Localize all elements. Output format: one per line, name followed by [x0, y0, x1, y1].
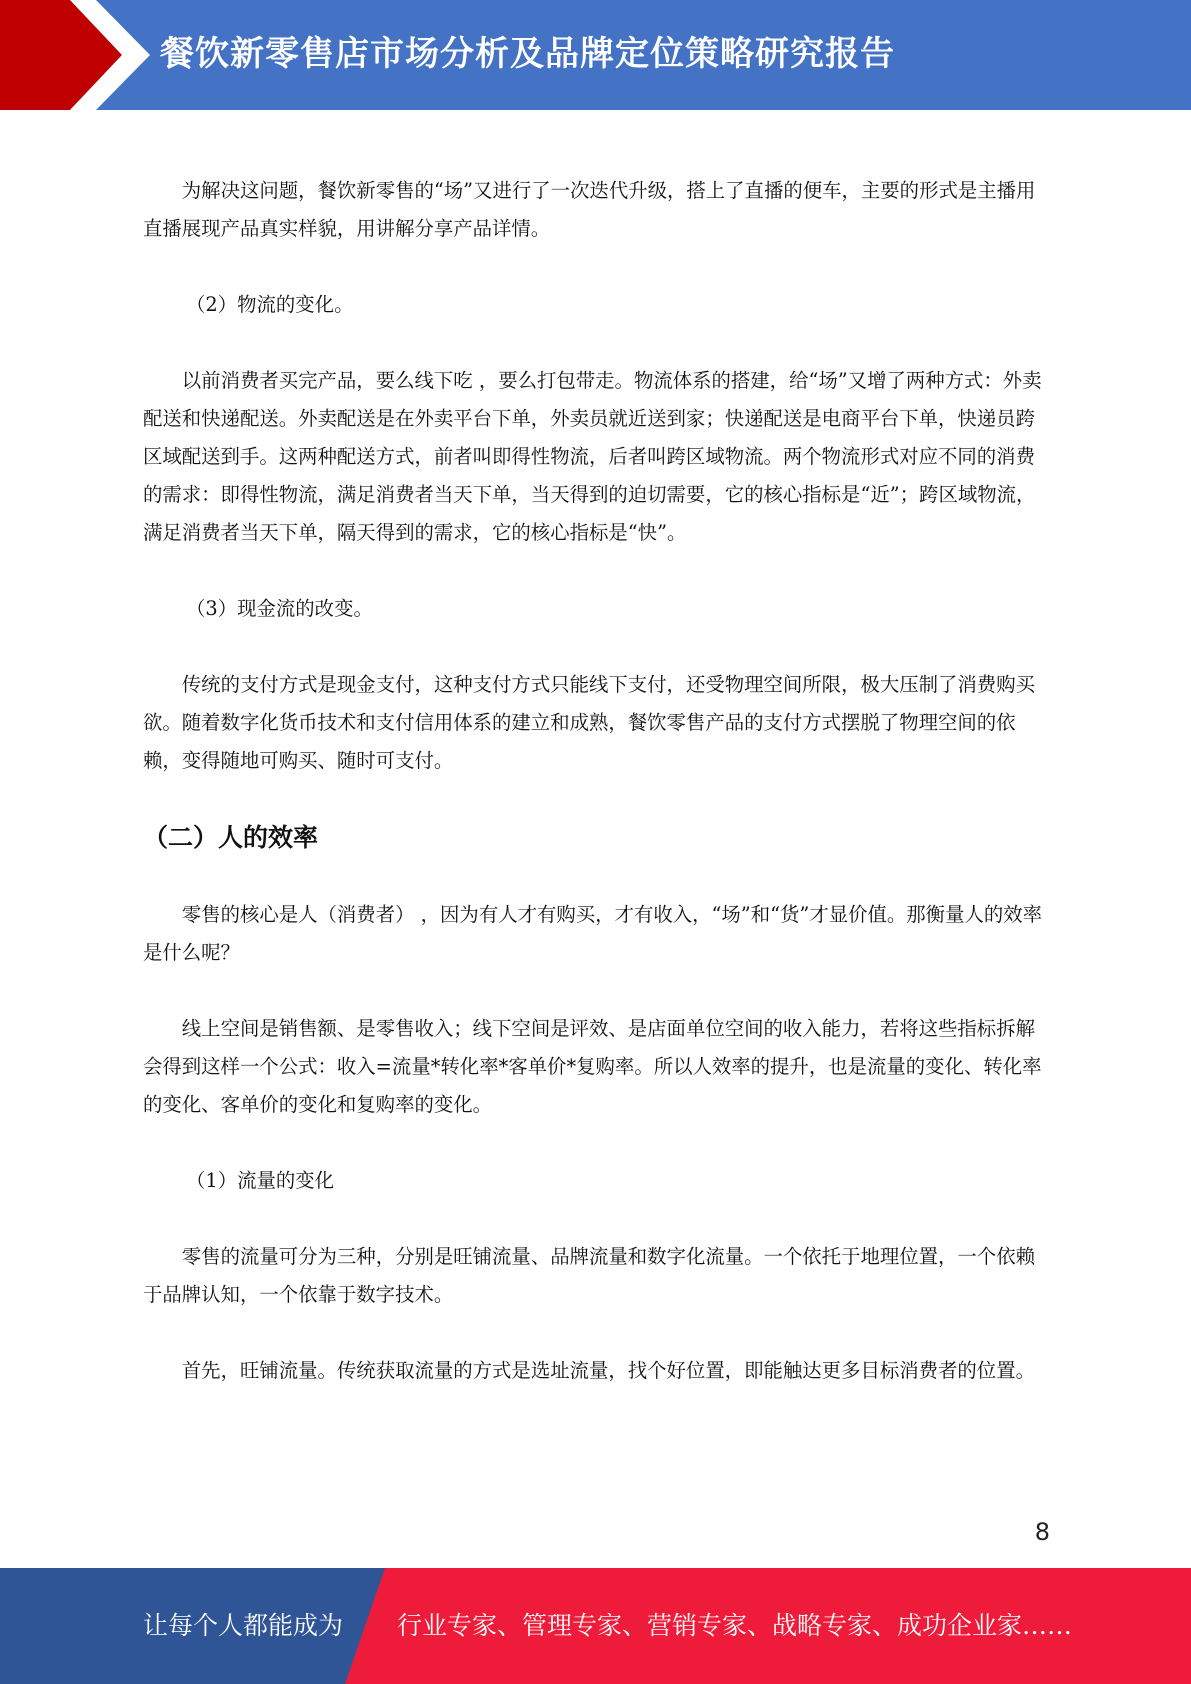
- paragraph-revenue-formula: 线上空间是销售额、是零售收入；线下空间是评效、是店面单位空间的收入能力，若将这些指标拆解会得到这样一个公式：收入=流量*转化率*客单价*复购率。所以人效率的提升，也是流量的变化、转化率的变化、客单价的变化和复购率的变化。: [143, 1017, 1042, 1116]
- subheading-cashflow: （3）现金流的改变。: [186, 597, 373, 620]
- page-content: [143, 172, 1047, 1428]
- document-title: 餐饮新零售店市场分析及品牌定位策略研究报告: [160, 34, 895, 74]
- subheading-logistics: （2）物流的变化。: [186, 293, 354, 316]
- section-heading-people-efficiency: （二）人的效率: [143, 823, 319, 852]
- page-footer: [0, 1568, 1191, 1684]
- paragraph-livestream: 为解决这问题，餐饮新零售的“场”又进行了一次迭代升级，搭上了直播的便车，主要的形式是主播用直播展现产品真实样貌，用讲解分享产品详情。: [143, 179, 1036, 240]
- footer-slogan-right: 行业专家、管理专家、营销专家、战略专家、成功企业家……: [397, 1611, 1073, 1640]
- footer-slogan-left: 让每个人都能成为: [143, 1611, 344, 1640]
- subheading-traffic: （1）流量的变化: [186, 1169, 335, 1192]
- paragraph-traffic-types: 零售的流量可分为三种，分别是旺铺流量、品牌流量和数字化流量。一个依托于地理位置，一个依赖于品牌认知，一个依靠于数字技术。: [143, 1245, 1035, 1306]
- paragraph-prime-location: 首先，旺铺流量。传统获取流量的方式是选址流量，找个好位置，即能触达更多目标消费者的位置。: [181, 1359, 1035, 1382]
- page-header: [0, 0, 1191, 110]
- paragraph-retail-core: 零售的核心是人（消费者） ，因为有人才有购买，才有收入，“场”和“货”才显价值。那衡量人的效率是什么呢？: [143, 903, 1043, 964]
- paragraph-logistics: 以前消费者买完产品，要么线下吃 ，要么打包带走。物流体系的搭建，给“场”又增了两种方式：外卖配送和快递配送。外卖配送是在外卖平台下单，外卖员就近送到家；快递配送是电商平台下单，快递员跨区域配送到手。这两种配送方式，前者叫即得性物流，后者叫跨区域物流。两个物流形式对应不同的消费的需求：即得性物流，满足消费者当天下单，当天得到的迫切需要，它的核心指标是“近”；跨区域物流，满足消费者当天下单，隔天得到的需求，它的核心指标是“快”。: [143, 369, 1042, 544]
- paragraph-cashflow: 传统的支付方式是现金支付，这种支付方式只能线下支付，还受物理空间所限，极大压制了消费购买欲。随着数字化货币技术和支付信用体系的建立和成熟，餐饮零售产品的支付方式摆脱了物理空间的依赖，变得随地可购买、随时可支付。: [143, 673, 1035, 772]
- page-number: 8: [1034, 1518, 1050, 1546]
